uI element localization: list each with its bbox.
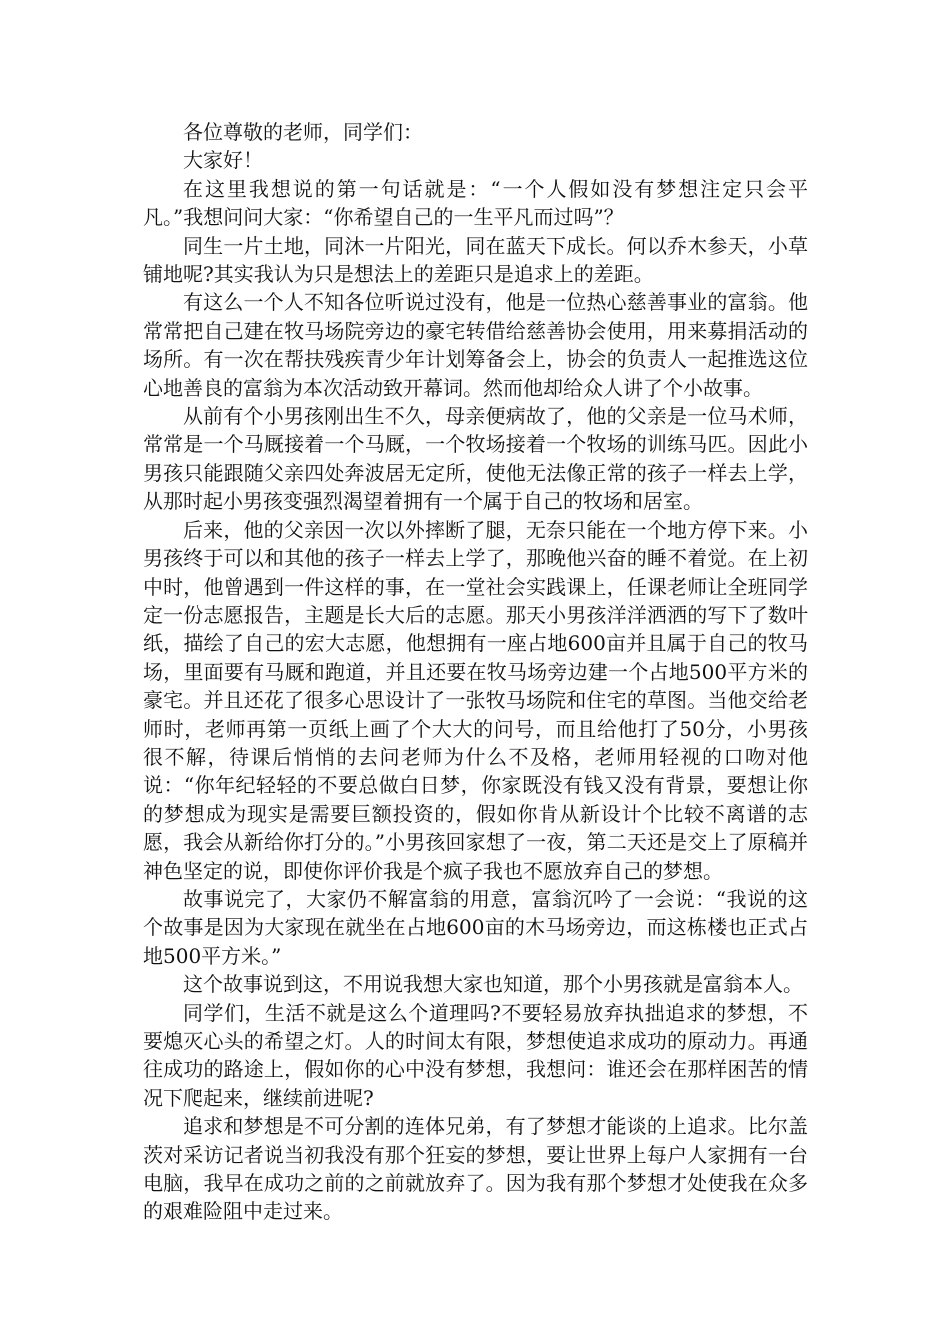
speech-text-body: [143, 118, 808, 1226]
body-paragraph: 在这里我想说的第一句话就是：“一个人假如没有梦想注定只会平凡。”我想问问大家：“你希望自己的一生平凡而过吗”？: [143, 176, 808, 230]
body-paragraph: 同生一片土地，同沐一片阳光，同在蓝天下成长。何以乔木参天，小草铺地呢?其实我认为只是想法上的差距只是追求上的差距。: [143, 233, 808, 287]
body-paragraph: 这个故事说到这，不用说我想大家也知道，那个小男孩就是富翁本人。: [183, 972, 803, 997]
body-paragraph: 从前有个小男孩刚出生不久，母亲便病故了，他的父亲是一位马术师，常常是一个马厩接着一个马厩，一个牧场接着一个牧场的训练马匹。因此小男孩只能跟随父亲四处奔波居无定所，使他无法像正常的孩子一样去上学，从那时起小男孩变强烈渴望着拥有一个属于自己的牧场和居室。: [143, 404, 808, 514]
body-paragraph: 有这么一个人不知各位听说过没有，他是一位热心慈善事业的富翁。他常常把自己建在牧马场院旁边的豪宅转借给慈善协会使用，用来募捐活动的场所。有一次在帮扶残疾青少年计划筹备会上，协会的负责人一起推选这位心地善良的富翁为本次活动致开幕词。然而他却给众人讲了个小故事。: [143, 290, 808, 400]
greeting-paragraph: 各位尊敬的老师，同学们：: [183, 120, 423, 144]
body-paragraph: 故事说完了，大家仍不解富翁的用意，富翁沉吟了一会说：“我说的这个故事是因为大家现在就坐在占地600亩的木马场旁边，而这栋楼也正式占地500平方米。”: [143, 886, 808, 968]
body-paragraph: 后来，他的父亲因一次以外摔断了腿，无奈只能在一个地方停下来。小男孩终于可以和其他的孩子一样去上学了，那晚他兴奋的睡不着觉。在上初中时，他曾遇到一件这样的事，在一堂社会实践课上，任课老师让全班同学定一份志愿报告，主题是长大后的志愿。那天小男孩洋洋洒洒的写下了数叶纸，描绘了自己的宏大志愿，他想拥有一座占地600亩并且属于自己的牧马场，里面要有马厩和跑道，并且还要在牧马场旁边建一个占地500平方米的豪宅。并且还花了很多心思设计了一张牧马场院和住宅的草图。当他交给老师时，老师再第一页纸上画了个大大的问号，而且给他打了50分，小男孩很不解，待课后悄悄的去问老师为什么不及格，老师用轻视的口吻对他说：“你年纪轻轻的不要总做白日梦，你家既没有钱又没有背景，要想让你的梦想成为现实是需要巨额投资的，假如你肯从新设计个比较不离谱的志愿，我会从新给你打分的。”小男孩回家想了一夜，第二天还是交上了原稿并神色坚定的说，即使你评价我是个疯子我也不愿放弃自己的梦想。: [143, 517, 808, 883]
body-paragraph: 同学们，生活不就是这么个道理吗?不要轻易放弃执拙追求的梦想，不要熄灭心头的希望之灯。人的时间太有限，梦想使追求成功的原动力。再通往成功的路途上，假如你的心中没有梦想，我想问：谁还会在那样困苦的情况下爬起来，继续前进呢?: [143, 1000, 808, 1110]
hello-paragraph: 大家好！: [183, 148, 263, 173]
body-paragraph: 追求和梦想是不可分割的连体兄弟，有了梦想才能谈的上追求。比尔盖茨对采访记者说当初我没有那个狂妄的梦想，要让世界上每户人家拥有一台电脑，我早在成功之前的之前就放弃了。因为我有那个梦想才处使我在众多的艰难险阻中走过来。: [143, 1114, 808, 1224]
